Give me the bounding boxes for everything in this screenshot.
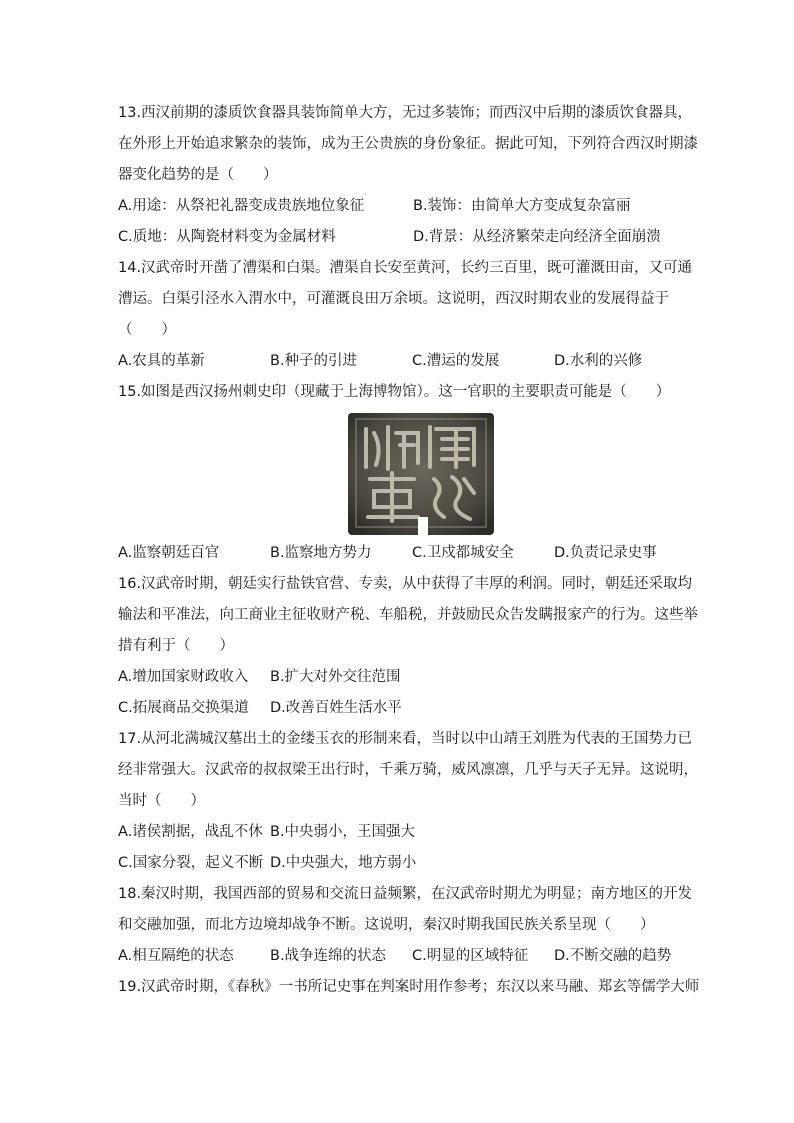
question-14 [118, 253, 693, 377]
option-b[interactable]: B.装饰：由简单大方变成复杂富丽 [413, 198, 631, 214]
question-18-options-row [118, 941, 688, 972]
option-d[interactable]: D.背景：从经济繁荣走向经济全面崩溃 [413, 229, 661, 245]
question-14-stem-line: （ ） [118, 322, 176, 338]
question-16-stem-line: 输法和平准法，向工商业主征收财产税、车船税，并鼓励民众告发瞒报家产的行为。这些举 [118, 607, 698, 623]
option-a[interactable]: A.用途：从祭祀礼器变成贵族地位象征 [118, 198, 365, 214]
option-b[interactable]: B.扩大对外交往范围 [270, 669, 401, 685]
option-c[interactable]: C.明显的区域特征 [412, 948, 529, 964]
option-b[interactable]: B.监察地方势力 [270, 545, 372, 561]
question-13-options-row [118, 222, 688, 253]
question-13-stem-line: 器变化趋势的是（ ） [118, 167, 278, 183]
question-18-stem-line: 和交融加强，而北方边境却战争不断。这说明，秦汉时期我国民族关系呈现（ ） [118, 917, 655, 933]
question-15-stem-line: 15.如图是西汉扬州刺史印（现藏于上海博物馆）。这一官职的主要职责可能是（ ） [118, 384, 671, 400]
question-14-stem-line: 14.汉武帝时开凿了漕渠和白渠。漕渠自长安至黄河，长约三百里，既可灌溉田亩，又可通 [118, 260, 693, 276]
question-13-options-row [118, 191, 688, 222]
question-15 [118, 377, 688, 569]
question-13 [118, 98, 698, 253]
option-d[interactable]: D.水利的兴修 [554, 353, 643, 369]
option-a[interactable]: A.增加国家财政收入 [118, 669, 249, 685]
question-16-options-row [118, 693, 688, 724]
question-17-stem-line: 17.从河北满城汉墓出土的金缕玉衣的形制来看，当时以中山靖王刘胜为代表的王国势力已 [118, 731, 693, 747]
question-13-stem-line: 在外形上开始追求繁杂的装饰，成为王公贵族的身份象征。据此可知，下列符合西汉时期漆 [118, 136, 698, 152]
question-14-options-row [118, 346, 688, 377]
question-19 [118, 972, 700, 1003]
question-17-options-row [118, 848, 688, 879]
option-b[interactable]: B.战争连绵的状态 [270, 948, 387, 964]
question-17-stem-line: 经非常强大。汉武帝的叔叔梁王出行时，千乘万骑，威风凛凛，几乎与天子无异。这说明， [118, 762, 698, 778]
option-d[interactable]: D.改善百姓生活水平 [270, 700, 402, 716]
question-15-options-row [118, 538, 688, 569]
option-c[interactable]: C.拓展商品交换渠道 [118, 700, 249, 716]
option-c[interactable]: C.国家分裂，起义不断 [118, 855, 264, 871]
option-b[interactable]: B.种子的引进 [270, 353, 358, 369]
question-17 [118, 724, 698, 879]
seal-svg [348, 413, 494, 535]
option-a[interactable]: A.农具的革新 [118, 353, 205, 369]
question-17-stem-line: 当时（ ） [118, 793, 205, 809]
option-c[interactable]: C.漕运的发展 [412, 353, 500, 369]
question-16-stem-line: 16.汉武帝时期，朝廷实行盐铁官营、专卖，从中获得了丰厚的利润。同时，朝廷还采取均 [118, 576, 693, 592]
question-17-options-row [118, 817, 688, 848]
question-13-stem-line: 13.西汉前期的漆质饮食器具装饰简单大方，无过多装饰；而西汉中后期的漆质饮食器具， [118, 105, 693, 121]
option-c[interactable]: C.质地：从陶瓷材料变为金属材料 [118, 229, 336, 245]
question-18-stem-line: 18.秦汉时期，我国西部的贸易和交流日益频繁，在汉武帝时期尤为明显；南方地区的开发 [118, 886, 693, 902]
question-14-stem-line: 漕运。白渠引泾水入渭水中，可灌溉良田万余顷。这说明，西汉时期农业的发展得益于 [118, 291, 669, 307]
seal-image-container [118, 412, 688, 536]
question-16-options-row [118, 662, 688, 693]
yangzhou-seal-image [348, 413, 494, 535]
question-16 [118, 569, 698, 724]
option-d[interactable]: D.不断交融的趋势 [554, 948, 672, 964]
option-b[interactable]: B.中央弱小，王国强大 [270, 824, 416, 840]
option-d[interactable]: D.中央强大，地方弱小 [270, 855, 417, 871]
question-18 [118, 879, 693, 972]
option-a[interactable]: A.相互隔绝的状态 [118, 948, 234, 964]
question-16-stem-line: 措有利于（ ） [118, 638, 234, 654]
question-19-stem-line: 19.汉武帝时期，《春秋》一书所记史事在判案时用作参考；东汉以来马融、郑玄等儒学大师 [118, 979, 700, 995]
option-c[interactable]: C.卫戍都城安全 [412, 545, 514, 561]
exam-page [118, 98, 700, 1003]
option-a[interactable]: A.监察朝廷百官 [118, 545, 220, 561]
option-a[interactable]: A.诸侯割据，战乱不休 [118, 824, 263, 840]
option-d[interactable]: D.负责记录史事 [554, 545, 657, 561]
